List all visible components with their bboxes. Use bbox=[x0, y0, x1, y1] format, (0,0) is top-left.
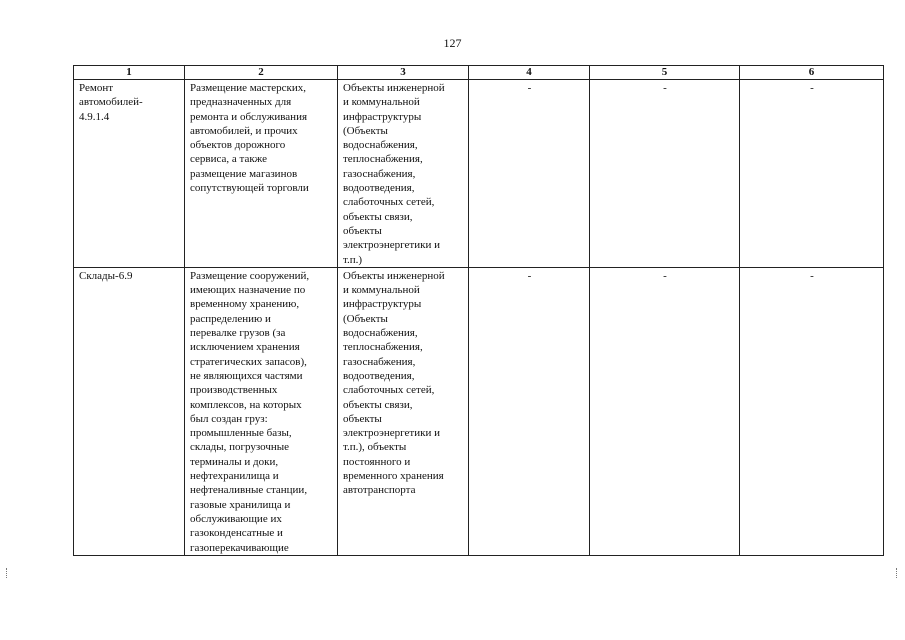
column-4-cell: - bbox=[469, 267, 590, 555]
use-type-cell: Ремонт автомобилей- 4.9.1.4 bbox=[74, 80, 185, 268]
column-6-cell: - bbox=[740, 80, 884, 268]
column-header-3: 3 bbox=[338, 66, 469, 80]
column-5-cell: - bbox=[590, 267, 740, 555]
scan-edge-mark-left bbox=[6, 568, 9, 578]
column-4-cell: - bbox=[469, 80, 590, 268]
table-row bbox=[74, 80, 884, 268]
use-description-cell: Размещение сооружений, имеющих назначение по временному хранению, распределению и перевалке грузов (за исключением хранения стратегических запасов), не являющихся частями производственных комплексов, на которых был создан груз: промышленные базы, склады, погрузочные терминалы и доки, нефтехранилища и нефтеналивные станции, газовые хранилища и обслуживающие их газоконденсатные и газоперекачивающие bbox=[185, 267, 338, 555]
table-row bbox=[74, 267, 884, 555]
table-header-row bbox=[74, 66, 884, 80]
column-header-5: 5 bbox=[590, 66, 740, 80]
scan-edge-mark-right bbox=[896, 568, 899, 578]
permitted-use-table bbox=[73, 65, 884, 556]
column-header-1: 1 bbox=[74, 66, 185, 80]
infrastructure-cell: Объекты инженерной и коммунальной инфраструктуры (Объекты водоснабжения, теплоснабжения, газоснабжения, водоотведения, слаботочных сетей, объекты связи, объекты электроэнергетики и т.п.) bbox=[338, 80, 469, 268]
column-header-4: 4 bbox=[469, 66, 590, 80]
column-header-2: 2 bbox=[185, 66, 338, 80]
column-header-6: 6 bbox=[740, 66, 884, 80]
infrastructure-cell: Объекты инженерной и коммунальной инфраструктуры (Объекты водоснабжения, теплоснабжения, газоснабжения, водоотведения, слаботочных сетей, объекты связи, объекты электроэнергетики и т.п.), объекты постоянного и временного хранения автотранспорта bbox=[338, 267, 469, 555]
column-5-cell: - bbox=[590, 80, 740, 268]
use-description-cell: Размещение мастерских, предназначенных для ремонта и обслуживания автомобилей, и прочих объектов дорожного сервиса, а также размещение магазинов сопутствующей торговли bbox=[185, 80, 338, 268]
page-number: 127 bbox=[443, 36, 462, 50]
column-6-cell: - bbox=[740, 267, 884, 555]
use-type-cell: Склады-6.9 bbox=[74, 267, 185, 555]
